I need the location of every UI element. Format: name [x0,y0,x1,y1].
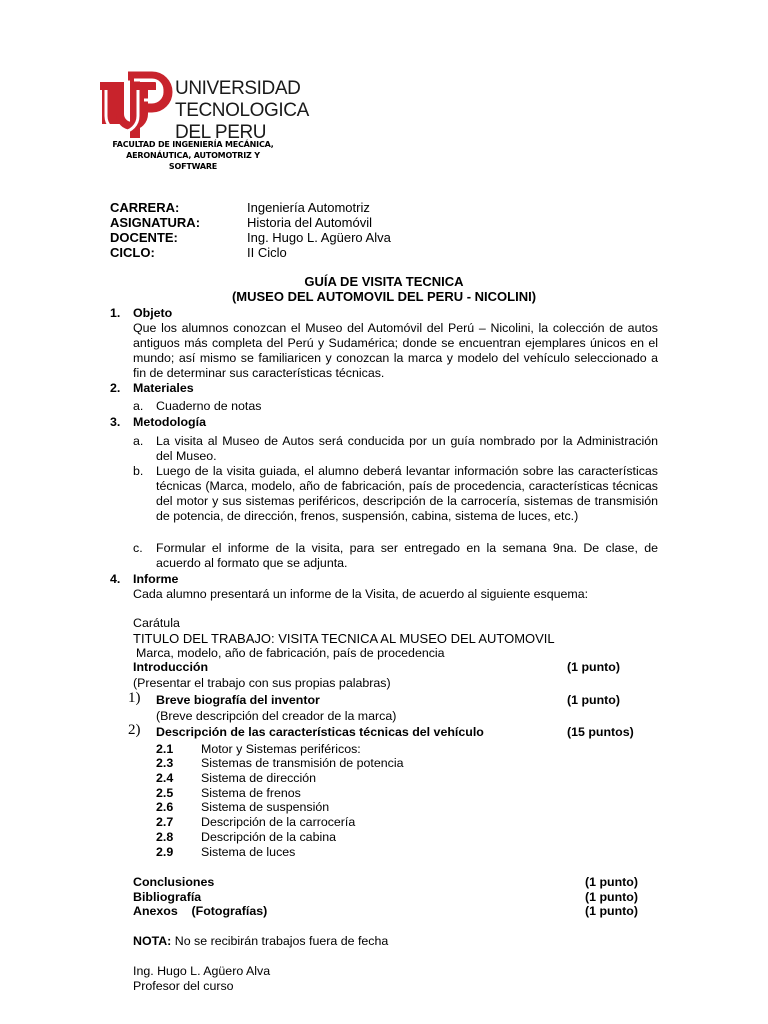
section-1-number: 1. [110,306,121,320]
section-1-title: Objeto [133,306,173,320]
item-text: Descripción de la cabina [201,830,336,844]
report-bibliography: Bibliografía [133,890,202,904]
career-label: CARRERA: [110,200,180,215]
item-number: 2.8 [156,830,174,844]
report-bio: Breve biografía del inventor [156,693,320,707]
section-4-number: 4. [110,572,121,586]
section-3-c-text: Formular el informe de la visita, para ser entregado en la semana 9na. De clase, de acuerdo al formato que se adjunta. [156,541,658,570]
section-2-a-letter: a. [133,399,144,413]
report-intro-points: (1 punto) [567,660,620,674]
report-desc: Descripción de las características técnicas del vehículo [156,725,484,739]
item-text: Sistema de frenos [201,786,301,800]
section-3-a-text: La visita al Museo de Autos será conducida por un guía nombrado por la Administración del Museo. [156,434,658,463]
note-text: No se recibirán trabajos fuera de fecha [171,934,389,948]
logo-line-3: DEL PERU [175,122,267,143]
report-bio-points: (1 punto) [567,693,620,707]
report-bio-note: (Breve descripción del creador de la marca) [156,709,397,723]
faculty-line-2: AERONÁUTICA, AUTOMOTRIZ Y [126,151,260,160]
report-caratula: Carátula [133,616,180,630]
report-intro: Introducción [133,660,209,674]
item-number: 2.9 [156,845,174,859]
logo-line-2: TECNOLOGICA [175,100,309,121]
section-3-c-letter: c. [133,541,143,555]
guide-title: GUÍA DE VISITA TECNICA [304,274,464,289]
report-marca: Marca, modelo, año de fabricación, país de procedencia [136,646,445,660]
report-conclusions-points: (1 punto) [585,875,638,889]
cycle-value: II Ciclo [247,245,287,260]
section-3-a-letter: a. [133,434,144,448]
subject-value: Historia del Automóvil [247,215,372,230]
section-3-number: 3. [110,415,121,429]
university-logo [98,70,178,142]
guide-subtitle: (MUSEO DEL AUTOMOVIL DEL PERU - NICOLINI) [231,289,537,304]
section-2-title: Materiales [133,381,194,395]
item-text: Sistemas de transmisión de potencia [201,756,404,770]
signer-name: Ing. Hugo L. Agüero Alva [133,964,271,978]
report-title: TITULO DEL TRABAJO: VISITA TECNICA AL MUSEO DEL AUTOMOVIL [133,631,555,646]
section-4-text: Cada alumno presentará un informe de la Visita, de acuerdo al siguiente esquema: [133,587,589,601]
item-text: Sistema de dirección [201,771,317,785]
item-number: 2.6 [156,800,174,814]
section-2-number: 2. [110,381,121,395]
report-intro-note: (Presentar el trabajo con sus propias palabras) [133,676,391,690]
section-2-a-text: Cuaderno de notas [156,399,262,413]
teacher-value: Ing. Hugo L. Agüero Alva [247,230,391,245]
item-number: 2.1 [156,742,174,756]
career-value: Ingeniería Automotriz [247,200,370,215]
note [133,934,388,948]
item-text: Motor y Sistemas periféricos: [201,742,361,756]
section-3-title: Metodología [133,415,206,429]
report-conclusions: Conclusiones [133,875,215,889]
report-desc-number: 2) [128,722,141,738]
report-bibliography-points: (1 punto) [585,890,638,904]
faculty-line-3: SOFTWARE [168,162,218,171]
item-number: 2.4 [156,771,174,785]
teacher-label: DOCENTE: [110,230,178,245]
item-text: Sistema de suspensión [201,800,330,814]
report-annexes-points: (1 punto) [585,904,638,918]
item-number: 2.7 [156,815,174,829]
item-text: Descripción de la carrocería [201,815,356,829]
subject-label: ASIGNATURA: [110,215,201,230]
logo-line-1: UNIVERSIDAD [175,78,301,99]
item-text: Sistema de luces [201,845,296,859]
report-annexes: Anexos (Fotografías) [133,904,268,918]
note-label: NOTA: [133,934,172,948]
item-number: 2.5 [156,786,174,800]
section-1-text: Que los alumnos conozcan el Museo del Automóvil del Perú – Nicolini, la colección de autos antiguos más completa del Perú y Sudamérica; donde se encuentran ejemplares únicos en el mundo; así mismo se familiaricen y conozcan la marca y modelo del vehículo seleccionado a fin de determinar sus características técnicas. [133,321,658,380]
report-desc-points: (15 puntos) [567,725,634,739]
signer-role: Profesor del curso [133,979,234,993]
section-4-title: Informe [133,572,179,586]
section-3-b-letter: b. [133,464,144,478]
report-bio-number: 1) [128,690,141,706]
item-number: 2.3 [156,756,174,770]
faculty-line-1: FACULTAD DE INGENIERÍA MECÁNICA, [112,140,274,149]
cycle-label: CICLO: [110,245,155,260]
section-3-b-text: Luego de la visita guiada, el alumno deberá levantar información sobre las características técnicas (Marca, modelo, año de fabricación, país de procedencia, características técnicas del motor y sus sistemas periféricos, descripción de la carrocería, sistemas de transmisión de potencia, de dirección, frenos, suspensión, cabina, sistema de luces, etc.) [156,464,658,523]
